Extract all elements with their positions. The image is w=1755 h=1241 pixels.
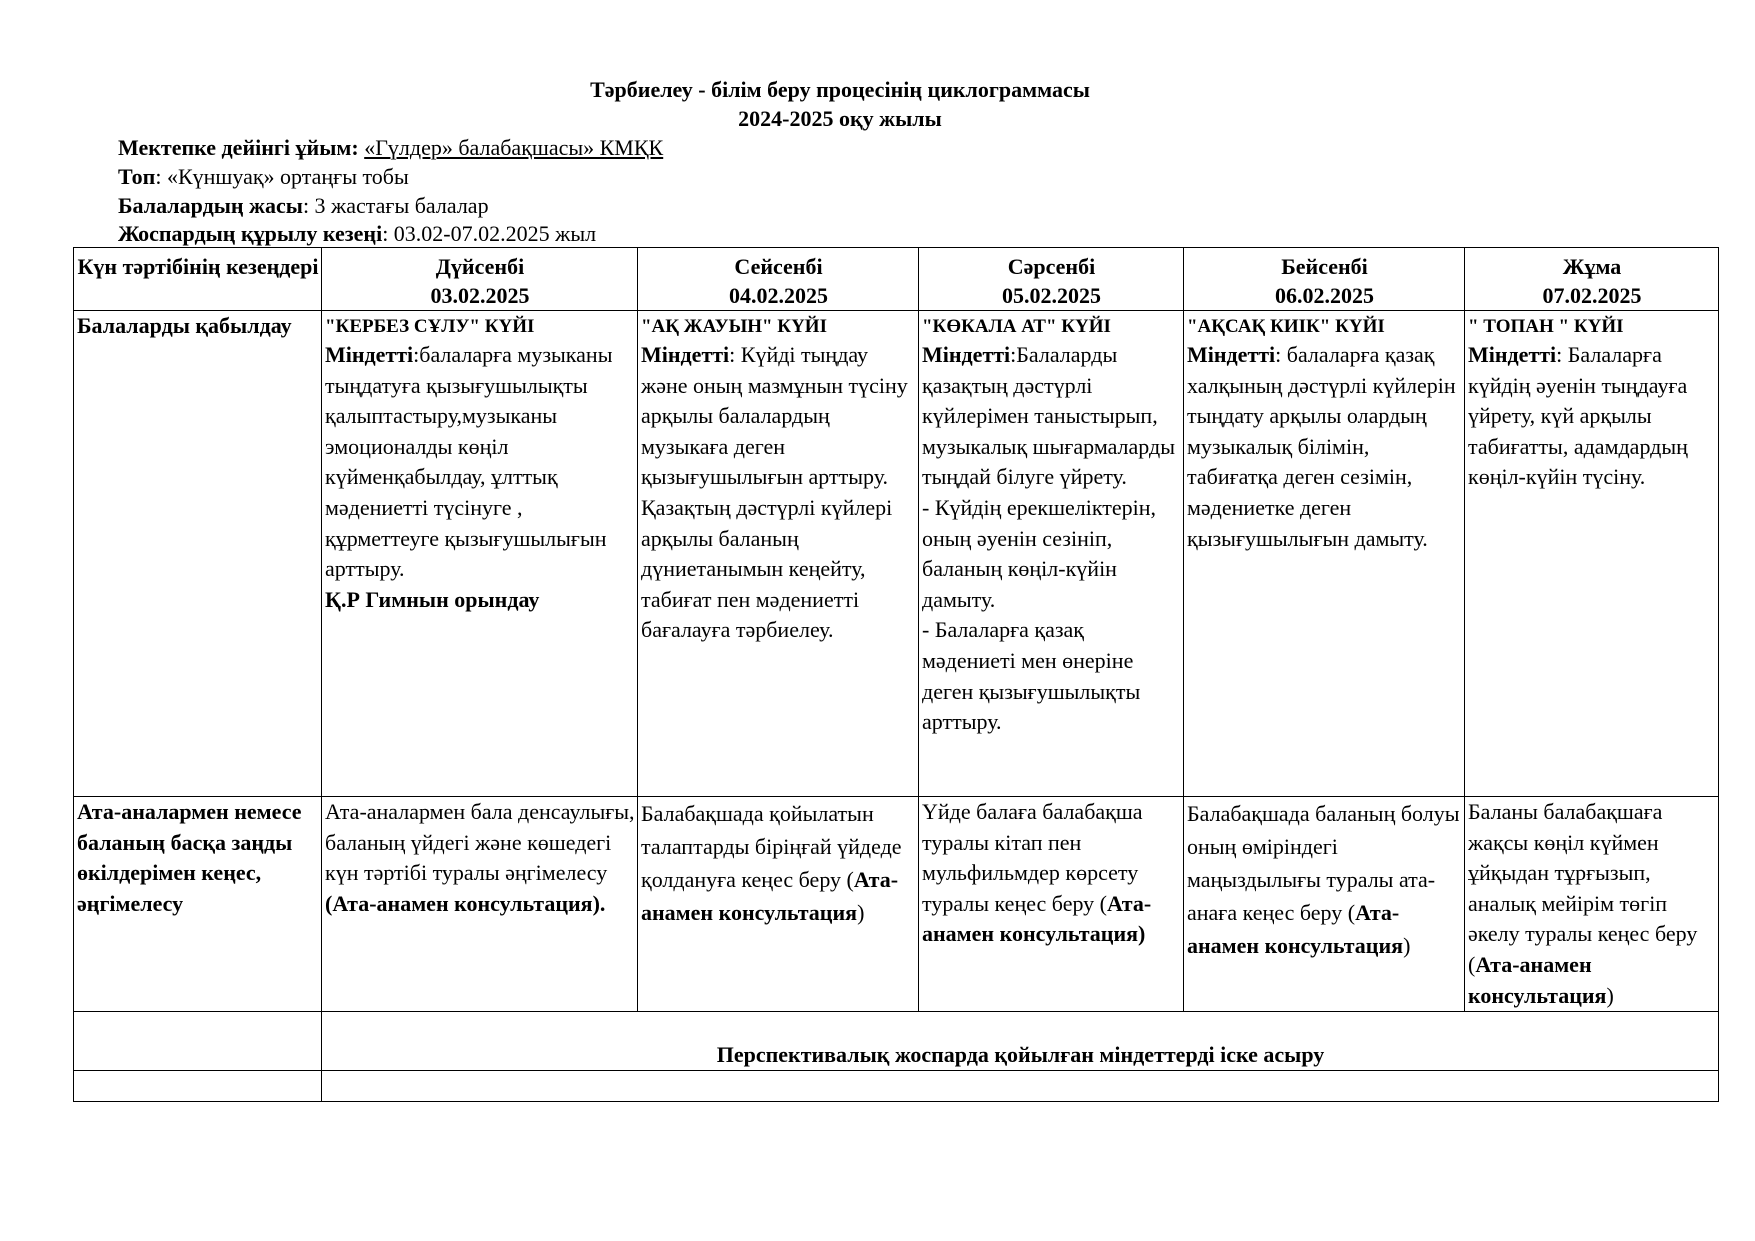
header-day-wednesday <box>919 248 1184 311</box>
org-label: Мектепке дейінгі ұйым: <box>118 135 359 160</box>
advice-text: Балабақшада баланың болуы оның өміріндегі маңыздылығы туралы ата-анаға кеңес беру ( <box>1187 801 1460 925</box>
advice-close: ) <box>1403 933 1411 958</box>
stage-cell: Ата-аналармен немесе баланың басқа заңды өкілдерімен кеңес, әңгімелесу <box>74 797 322 1012</box>
group-value: : «Күншуақ» ортаңғы тобы <box>155 164 409 189</box>
header-stage: Күн тәртібінің кезеңдері <box>74 248 322 311</box>
empty-cell <box>74 1071 322 1102</box>
day-name: Жұма <box>1562 254 1622 279</box>
advice-close: ) <box>857 900 865 925</box>
task-label: Міндетті <box>922 342 1011 367</box>
kuy-title: "АҚ ЖАУЫН" КҮЙІ <box>641 316 827 337</box>
period-line <box>118 219 596 248</box>
org-value: «Гүлдер» балабақшасы» КМҚК <box>364 135 664 160</box>
day-cell <box>1184 797 1465 1012</box>
task-text: : Балаларға күйдің әуенін тыңдауға үйрету, күй арқылы табиғатты, адамдардың көңіл-күйін түсіну. <box>1468 342 1688 490</box>
day-cell <box>1465 797 1719 1012</box>
day-cell <box>1465 311 1719 797</box>
day-cell <box>638 797 919 1012</box>
stage-cell: Балаларды қабылдау <box>74 311 322 797</box>
group-label: Топ <box>118 164 156 189</box>
task-label: Міндетті <box>1187 342 1276 367</box>
day-name: Дүйсенбі <box>435 254 525 279</box>
header-day-friday <box>1465 248 1719 311</box>
table-row-reception <box>74 311 1719 797</box>
advice-bold: (Ата-анамен консультация). <box>325 890 606 916</box>
age-line <box>118 191 489 220</box>
advice-text: Балабақшада қойылатын талаптарды бірiңғай үйдеде қолдануға кеңес беру ( <box>641 801 902 892</box>
empty-stage-cell <box>74 1012 322 1071</box>
task-text: : Күйді тыңдау және оның мазмұнын түсіну арқылы балалардың музыкаға деген қызығушылығын арттыру. <box>641 342 908 490</box>
day-cell <box>1184 311 1465 797</box>
task-text: Қазақтың дәстүрлі күйлері арқылы баланың дүниетанымын кеңейту, табиғат пен мәдениетті бағалауға тәрбиелеу. <box>641 494 893 643</box>
table-header-row <box>74 248 1719 311</box>
task-label: Міндетті <box>641 342 730 367</box>
kuy-title: " ТОПАН " КҮЙІ <box>1468 316 1624 337</box>
day-date: 06.02.2025 <box>1275 283 1374 308</box>
advice-text: Ата-аналармен бала денсаулығы, баланың үйдегі және көшедегі күн тәртібі туралы әңгімелесу <box>325 799 635 886</box>
day-cell <box>638 311 919 797</box>
age-value: : 3 жастағы балалар <box>302 193 489 218</box>
table-row-perspective <box>74 1012 1719 1071</box>
task-text: - Балаларға қазақ мәдениеті мен өнеріне деген қызығушылықты арттыру. <box>922 617 1141 735</box>
anthem-note: Қ.Р Гимнын орындау <box>325 586 540 612</box>
table-row-continued <box>74 1071 1719 1102</box>
task-text: : балаларға қазақ халқының дәстүрлі күйлерін тыңдату арқылы олардың музыкалық білімін, табиғатқа деген сезімін, мәдениетке деген қызығушылығын дамыту. <box>1187 342 1456 551</box>
kuy-title: "КӨКАЛА АТ" КҮЙІ <box>922 316 1111 337</box>
org-line <box>118 133 663 162</box>
day-cell <box>322 311 638 797</box>
period-label: Жоспардың құрылу кезеңі <box>118 221 383 246</box>
day-cell <box>322 797 638 1012</box>
day-date: 07.02.2025 <box>1542 283 1642 308</box>
kuy-title: "АҚСАҚ КИІК" КҮЙІ <box>1187 316 1385 337</box>
task-label: Міндетті <box>325 342 414 367</box>
advice-bold: Ата-анамен консультация <box>641 867 899 925</box>
task-text: :балаларға музыканы тыңдатуға қызығушылықты қалыптастыру,музыканы эмоционалды көңіл күйменқабылдау, ұлттық мәдениетті түсінуге , құрметтеуге қызығушылығын арттыру. <box>325 342 613 582</box>
doc-subtitle: 2024-2025 оқу жылы <box>738 106 942 131</box>
day-date: 05.02.2025 <box>1002 283 1101 308</box>
doc-title: Тәрбиелеу - білім беру процесінің циклограммасы <box>590 77 1090 102</box>
advice-text: Үйде балаға балабақша туралы кітап пен мульфильмдер көрсету туралы кеңес беру ( <box>922 799 1143 916</box>
header-day-thursday <box>1184 248 1465 311</box>
day-cell <box>919 311 1184 797</box>
advice-bold: Ата-анамен консультация) <box>922 890 1152 947</box>
advice-bold: Ата-анамен консультация <box>1187 900 1404 958</box>
task-label: Міндетті <box>1468 342 1557 367</box>
age-label: Балалардың жасы <box>118 193 303 218</box>
day-name: Сәрсенбі <box>1007 254 1096 279</box>
task-text: :Балаларды қазақтың дәстүрлі күйлерімен таныстырып, музыкалық шығармаларды тыңдай білуге үйрету. <box>922 342 1175 490</box>
table-row-parents <box>74 797 1719 1012</box>
period-value: : 03.02-07.02.2025 жыл <box>382 221 597 246</box>
day-date: 03.02.2025 <box>430 283 530 308</box>
header-day-tuesday <box>638 248 919 311</box>
cyclogram-table <box>73 247 1719 1102</box>
day-name: Сейсенбі <box>734 254 823 279</box>
task-text: - Күйдің ерекшеліктерін, оның әуенін сезініп, баланың көңіл-күйін дамыту. <box>922 494 1157 612</box>
day-cell <box>919 797 1184 1012</box>
group-line <box>118 162 409 191</box>
advice-close: ) <box>1606 982 1614 1008</box>
day-name: Бейсенбі <box>1281 254 1368 279</box>
advice-bold: Ата-анамен консультация <box>1468 951 1607 1008</box>
day-date: 04.02.2025 <box>729 283 828 308</box>
header-day-monday <box>322 248 638 311</box>
kuy-title: "КЕРБЕЗ СҰЛУ" КҮЙІ <box>325 316 535 337</box>
empty-cell <box>322 1071 1719 1102</box>
advice-text: Баланы балабақшаға жақсы көңіл күймен ұйқыдан тұрғызып, аналық мейірім төгіп әкелу туралы кеңес беру ( <box>1468 799 1698 977</box>
perspective-heading: Перспективалық жоспарда қойылған міндеттерді іске асыру <box>322 1012 1719 1071</box>
